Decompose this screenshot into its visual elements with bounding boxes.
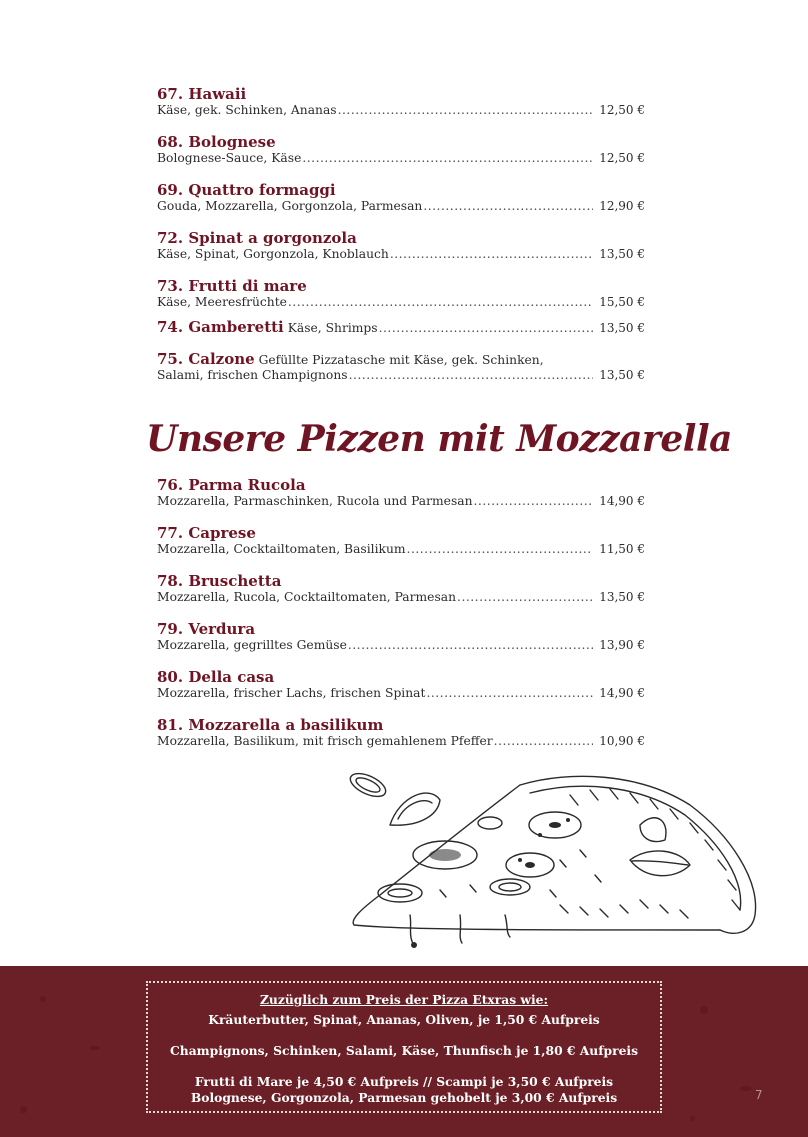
menu-item-75 [157,352,645,383]
extras-line-3: Frutti di Mare je 4,50 € Aufpreis // Scampi je 3,50 € Aufpreis [194,1074,614,1089]
item-price: 12,90 € [599,199,645,213]
item-price: 15,50 € [599,295,645,309]
item-desc: Mozzarella, Parmaschinken, Rucola und Parmesan [157,494,473,508]
item-price: 10,90 € [599,734,645,748]
item-price: 11,50 € [599,542,645,556]
extras-box [146,981,662,1113]
item-name: 76. Parma Rucola [157,476,306,494]
item-desc: Käse, Meeresfrüchte [157,295,287,309]
menu-item-69 [157,182,645,230]
extras-line-4: Bolognese, Gorgonzola, Parmesan gehobelt je 3,00 € Aufpreis [190,1090,618,1105]
menu-item-81 [157,717,645,765]
item-price: 14,90 € [599,494,645,508]
item-desc: Käse, gek. Schinken, Ananas [157,103,337,117]
item-name: 80. Della casa [157,668,275,686]
item-desc: Gouda, Mozzarella, Gorgonzola, Parmesan [157,199,423,213]
item-name: 78. Bruschetta [157,572,282,590]
menu-item-78 [157,573,645,621]
item-name: 75. Calzone [157,350,255,368]
item-price: 12,50 € [599,103,645,117]
extras-line-2: Champignons, Schinken, Salami, Käse, Thunfisch je 1,80 € Aufpreis [169,1043,639,1058]
section-heading: Unsere Pizzen mit Mozzarella [146,418,732,460]
menu-item-76 [157,477,645,525]
item-name: 73. Frutti di mare [157,277,307,295]
item-desc: Mozzarella, gegrilltes Gemüse [157,638,347,652]
menu-item-72 [157,230,645,278]
item-desc-line2: Salami, frischen Champignons [157,368,348,382]
item-price: 14,90 € [599,686,645,700]
item-price: 13,50 € [599,590,645,604]
item-price: 13,50 € [599,321,645,335]
extras-line-1: Kräuterbutter, Spinat, Ananas, Oliven, je 1,50 € Aufpreis [208,1012,600,1027]
page-number: 7 [755,1088,763,1102]
pizza-slice-illustration [340,765,770,955]
item-price: 13,90 € [599,638,645,652]
menu-item-80 [157,669,645,717]
item-name: 74. Gamberetti [157,318,284,336]
item-name: 67. Hawaii [157,85,247,103]
item-name: 68. Bolognese [157,133,276,151]
menu-item-79 [157,621,645,669]
item-desc: Mozzarella, Cocktailtomaten, Basilikum [157,542,406,556]
menu-item-68 [157,134,645,182]
menu-section-mozzarella [157,477,645,765]
item-desc: Käse, Spinat, Gorgonzola, Knoblauch [157,247,389,261]
menu-item-77 [157,525,645,573]
item-desc: Gefüllte Pizzatasche mit Käse, gek. Schinken, [258,353,544,367]
menu-section-top [157,86,645,383]
item-name: 72. Spinat a gorgonzola [157,229,357,247]
extras-title: Zuzüglich zum Preis der Pizza Etxras wie: [259,992,549,1007]
item-desc: Mozzarella, Basilikum, mit frisch gemahlenem Pfeffer [157,734,493,748]
item-name: 81. Mozzarella a basilikum [157,716,384,734]
item-name: 77. Caprese [157,524,256,542]
item-name: 69. Quattro formaggi [157,181,336,199]
item-desc: Mozzarella, Rucola, Cocktailtomaten, Parmesan [157,590,457,604]
item-price: 13,50 € [599,368,645,382]
item-desc: Bolognese-Sauce, Käse [157,151,302,165]
item-desc: Käse, Shrimps [287,321,378,335]
menu-item-74 [157,320,645,352]
menu-item-67 [157,86,645,134]
item-name: 79. Verdura [157,620,256,638]
item-price: 12,50 € [599,151,645,165]
item-desc: Mozzarella, frischer Lachs, frischen Spinat [157,686,426,700]
item-price: 13,50 € [599,247,645,261]
